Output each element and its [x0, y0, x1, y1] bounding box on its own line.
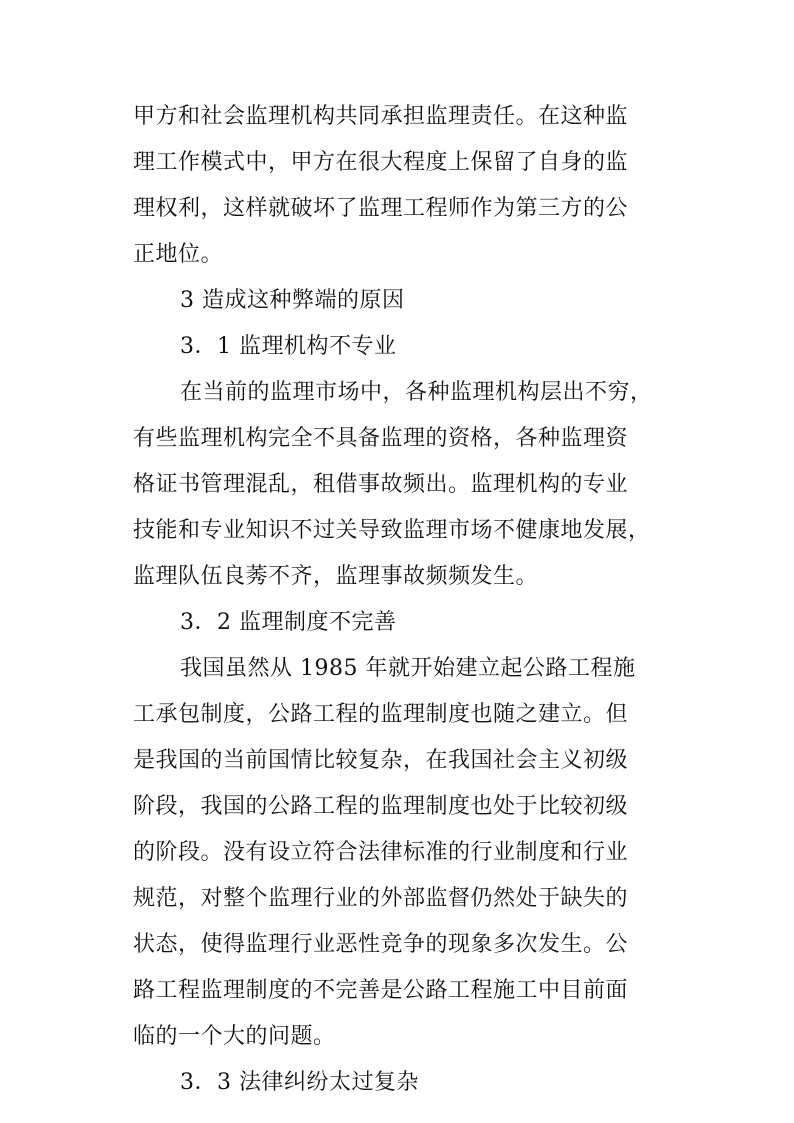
subsection-heading: 3．1 监理机构不专业 [180, 334, 397, 359]
body-text-line: 我国虽然从 1985 年就开始建立起公路工程施 [180, 656, 636, 681]
body-text-line: 的阶段。没有设立符合法律标准的行业制度和行业 [133, 840, 629, 865]
body-text-line: 监理队伍良莠不齐，监理事故频频发生。 [133, 564, 539, 589]
body-text-line: 在当前的监理市场中，各种监理机构层出不穷， [180, 380, 653, 405]
body-text-line: 阶段，我国的公路工程的监理制度也处于比较初级 [133, 794, 629, 819]
body-text-line: 理工作模式中，甲方在很大程度上保留了自身的监 [133, 150, 629, 175]
body-text-line: 工承包制度，公路工程的监理制度也随之建立。但 [133, 702, 629, 727]
body-text-line: 正地位。 [133, 242, 224, 267]
body-text-line: 技能和专业知识不过关导致监理市场不健康地发展， [133, 518, 651, 543]
subsection-heading: 3．3 法律纠纷太过复杂 [180, 1070, 419, 1095]
body-text-line: 状态，使得监理行业恶性竞争的现象多次发生。公 [133, 932, 629, 957]
body-text-line: 格证书管理混乱，租借事故频出。监理机构的专业 [133, 472, 629, 497]
section-heading: 3 造成这种弊端的原因 [180, 288, 405, 313]
body-text-line: 有些监理机构完全不具备监理的资格，各种监理资 [133, 426, 629, 451]
body-text-line: 理权利，这样就破坏了监理工程师作为第三方的公 [133, 196, 629, 221]
body-text-line: 甲方和社会监理机构共同承担监理责任。在这种监 [133, 104, 629, 129]
subsection-heading: 3．2 监理制度不完善 [180, 610, 397, 635]
body-text-line: 临的一个大的问题。 [133, 1024, 336, 1049]
body-text-line: 路工程监理制度的不完善是公路工程施工中目前面 [133, 978, 629, 1003]
body-text-line: 规范，对整个监理行业的外部监督仍然处于缺失的 [133, 886, 629, 911]
body-text-line: 是我国的当前国情比较复杂，在我国社会主义初级 [133, 748, 629, 773]
